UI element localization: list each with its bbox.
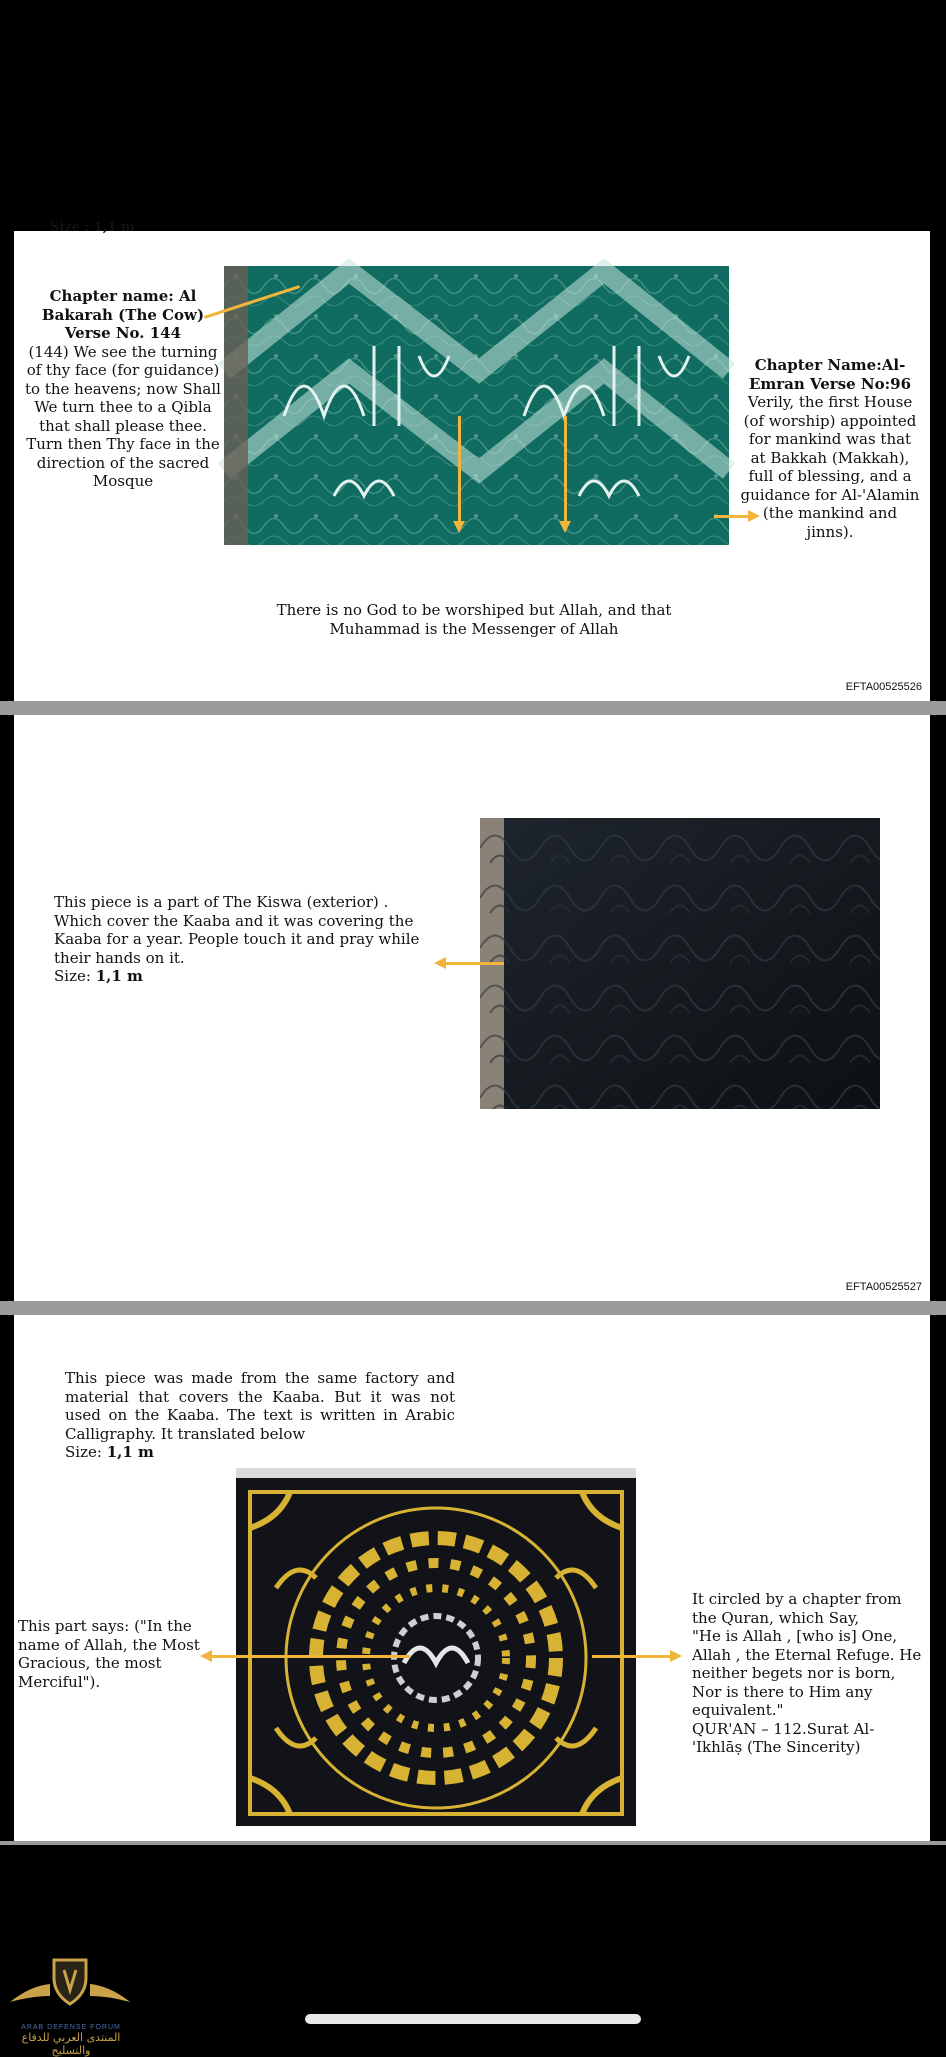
page-separator-2: [0, 1301, 946, 1315]
surah-note: [692, 1590, 922, 1757]
arrow-basmala-head: [200, 1650, 212, 1662]
piece-intro: [65, 1369, 455, 1462]
arrow-caption-2-head: [559, 521, 571, 533]
kiswa-size-value: 1,1 m: [95, 967, 143, 985]
left-annotation-body: (144) We see the turning of thy face (for guidance) to the heavens; now Shall We turn thee to a Qibla that shall please thee. Turn then Thy face in the direction of the sacred Mosque: [25, 342, 221, 490]
piece-intro-text: This piece was made from the same factory and material that covers the Kaaba. But it was not used on the Kaaba. The text is written in Arabic Calligraphy. It translated below: [65, 1369, 455, 1443]
logo-english-text: ARAB DEFENSE FORUM: [21, 2024, 121, 2031]
document-page-3: [14, 1315, 930, 1841]
green-kiswa-photo: [224, 266, 729, 545]
kiswa-description-body: This piece is a part of The Kiswa (exterior) . Which cover the Kaaba and it was covering the Kaaba for a year. People touch it and pray while their hands on it.: [54, 893, 420, 967]
piece-size: [65, 1443, 455, 1462]
logo-arabic-text: المنتدى العربي للدفاع والتسليح: [21, 2031, 121, 2057]
kiswa-description: [54, 893, 424, 986]
surah-note-line2: "He is Allah , [who is] One, Allah , the Eternal Refuge. He neither begets nor is born, Nor is there to Him any equivalent.": [692, 1627, 922, 1719]
home-indicator[interactable]: [305, 2014, 641, 2024]
document-page-1: [14, 220, 930, 701]
arrow-caption-1-head: [453, 521, 465, 533]
right-annotation-body: Verily, the first House (of worship) appointed for mankind was that at Bakkah (Makkah), full of blessing, and a guidance for Al-'Alamin (the mankind and jinns).: [740, 393, 920, 541]
arrow-right-annotation: [714, 515, 750, 518]
arrow-right-annotation-head: [748, 510, 760, 522]
kiswa-size-label: Size:: [54, 967, 91, 985]
doc-id-2: EFTA00525527: [845, 1281, 922, 1293]
arrow-surah: [592, 1655, 670, 1658]
page-separator-3: [0, 1841, 946, 1845]
doc-id-1: EFTA00525526: [845, 681, 922, 693]
arrow-basmala: [210, 1655, 410, 1658]
arrow-caption-1: [458, 416, 461, 521]
left-annotation-title: Chapter name: Al Bakarah (The Cow) Verse No. 144: [41, 287, 205, 342]
black-kiswa-photo: [480, 818, 880, 1109]
arrow-kiswa-head: [434, 957, 446, 969]
forum-logo: [6, 1958, 136, 2057]
piece-size-value: 1,1 m: [106, 1443, 154, 1461]
document-page-2: [14, 715, 930, 1301]
cut-off-size-text: Size : 1,1 m: [50, 220, 135, 235]
arrow-surah-head: [670, 1650, 682, 1662]
page1-caption: There is no God to be worshiped but Allah, and that Muhammad is the Messenger of Allah: [276, 601, 672, 638]
right-annotation: [740, 356, 920, 541]
surah-note-line3: QUR'AN – 112.Surat Al-'Ikhlāṣ (The Sincerity): [692, 1719, 875, 1756]
arrow-caption-2: [564, 416, 567, 521]
left-annotation: [22, 287, 224, 491]
arrow-kiswa: [444, 962, 504, 965]
kiswa-size: [54, 967, 424, 986]
shield-wings-icon: [6, 1958, 136, 2020]
gold-calligraphy-photo: [236, 1468, 636, 1826]
page-separator-1: [0, 701, 946, 715]
piece-size-label: Size:: [65, 1443, 102, 1461]
right-annotation-title: Chapter Name:Al-Emran Verse No:96: [748, 356, 912, 393]
basmala-note: This part says: ("In the name of Allah, the Most Gracious, the most Merciful").: [18, 1617, 200, 1691]
surah-note-line1: It circled by a chapter from the Quran, which Say,: [692, 1590, 902, 1627]
